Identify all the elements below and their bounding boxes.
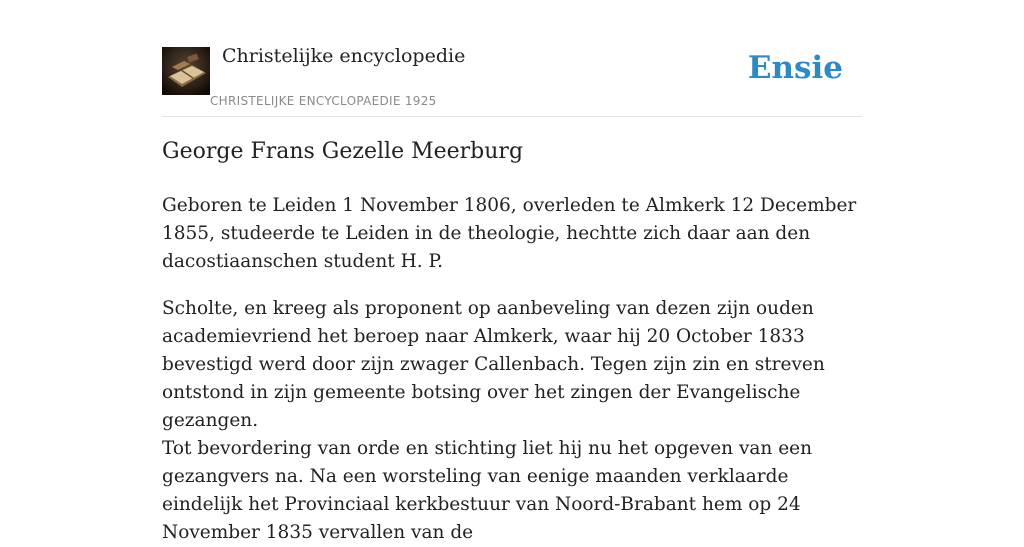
- article-paragraph: Scholte, en kreeg als proponent op aanbeveling van dezen zijn ouden academievriend het beroep naar Almkerk, waar hij 20 October 1833 bevestigd werd door zijn zwager Callenbach. Tegen zijn zin en streven ontstond in zijn gemeente botsing over het zingen der Evangelische gezangen.: [162, 298, 825, 431]
- source-avatar[interactable]: [162, 47, 210, 95]
- source-subtitle: CHRISTELIJKE ENCYCLOPAEDIE 1925: [210, 94, 437, 108]
- brand-logo[interactable]: Ensie: [747, 50, 843, 86]
- header: [162, 0, 862, 117]
- article-title: George Frans Gezelle Meerburg: [162, 139, 524, 164]
- source-title[interactable]: Christelijke encyclopedie: [222, 45, 466, 67]
- article-paragraph: Tot bevordering van orde en stichting liet hij nu het opgeven van een gezangvers na. Na een worsteling van eenige maanden verklaarde eindelijk het Provinciaal kerkbestuur van Noord-Brabant hem op 24 November 1835 vervallen van de: [162, 438, 813, 543]
- article-paragraph: Geboren te Leiden 1 November 1806, overleden te Almkerk 12 December 1855, studeerde te Leiden in de theologie, hechtte zich daar aan den dacostiaanschen student H. P.: [162, 195, 857, 272]
- book-thumbnail-icon: [162, 47, 210, 95]
